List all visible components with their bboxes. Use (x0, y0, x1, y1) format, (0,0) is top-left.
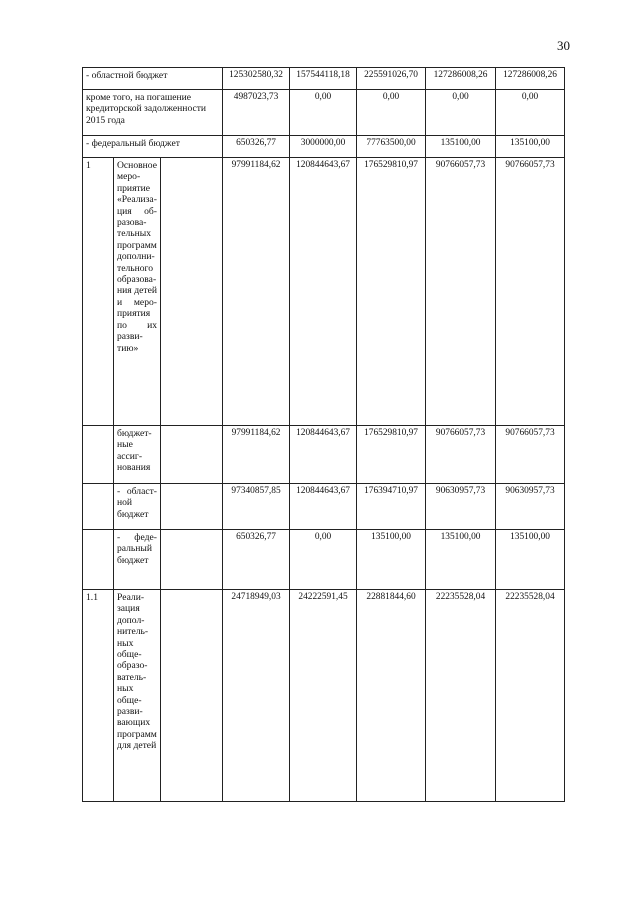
cell-value: 0,00 (496, 90, 565, 136)
cell-value: 90630957,73 (426, 484, 496, 530)
row-label: Реализация дополнительных общеобразовательных общеразвивающих программ для детей (114, 590, 161, 802)
cell-value: 77763500,00 (357, 136, 426, 158)
table-row (83, 136, 565, 158)
cell-value: 22235528,04 (426, 590, 496, 802)
cell-value: 650326,77 (223, 136, 290, 158)
empty-cell (83, 530, 114, 590)
cell-value: 157544118,18 (290, 68, 357, 90)
cell-value: 24222591,45 (290, 590, 357, 802)
cell-value: 90766057,73 (426, 158, 496, 426)
cell-value: 0,00 (357, 90, 426, 136)
cell-value: 22235528,04 (496, 590, 565, 802)
cell-value: 97991184,62 (223, 158, 290, 426)
cell-value: 176529810,97 (357, 158, 426, 426)
cell-value: 225591026,70 (357, 68, 426, 90)
empty-cell (83, 426, 114, 484)
cell-value: 90766057,73 (496, 426, 565, 484)
page-number: 30 (557, 38, 570, 53)
cell-value: 97991184,62 (223, 426, 290, 484)
cell-value: 125302580,32 (223, 68, 290, 90)
cell-value: 90766057,73 (496, 158, 565, 426)
cell-value: 127286008,26 (426, 68, 496, 90)
row-label: Основное мероприятие «Реализация образовательных программ дополнительного образования детей и мероприятия по их развитию» (114, 158, 161, 426)
table-row (83, 158, 565, 426)
row-label: бюджетные ассигнования (114, 426, 161, 484)
row-number: 1 (83, 158, 114, 426)
cell-value: 120844643,67 (290, 484, 357, 530)
cell-value: 0,00 (290, 530, 357, 590)
cell-value: 24718949,03 (223, 590, 290, 802)
empty-cell (161, 426, 223, 484)
row-label: - областной бюджет (83, 68, 223, 90)
cell-value: 176394710,97 (357, 484, 426, 530)
table-row (83, 90, 565, 136)
cell-value: 22881844,60 (357, 590, 426, 802)
empty-cell (161, 530, 223, 590)
table-row (83, 590, 565, 802)
cell-value: 90766057,73 (426, 426, 496, 484)
table-row (83, 530, 565, 590)
cell-value: 135100,00 (496, 530, 565, 590)
empty-cell (161, 158, 223, 426)
row-label: - федеральный бюджет (83, 136, 223, 158)
budget-table (82, 67, 565, 802)
cell-value: 127286008,26 (496, 68, 565, 90)
row-label: - областной бюджет (114, 484, 161, 530)
table-row (83, 484, 565, 530)
cell-value: 0,00 (290, 90, 357, 136)
empty-cell (161, 590, 223, 802)
cell-value: 176529810,97 (357, 426, 426, 484)
cell-value: 135100,00 (496, 136, 565, 158)
table-row (83, 68, 565, 90)
row-number: 1.1 (83, 590, 114, 802)
cell-value: 135100,00 (426, 136, 496, 158)
cell-value: 0,00 (426, 90, 496, 136)
row-label: кроме того, на погашение кредиторской задолженности 2015 года (83, 90, 223, 136)
cell-value: 3000000,00 (290, 136, 357, 158)
empty-cell (161, 484, 223, 530)
table-row (83, 426, 565, 484)
cell-value: 120844643,67 (290, 158, 357, 426)
row-label: - федеральный бюджет (114, 530, 161, 590)
cell-value: 120844643,67 (290, 426, 357, 484)
cell-value: 4987023,73 (223, 90, 290, 136)
cell-value: 135100,00 (426, 530, 496, 590)
cell-value: 135100,00 (357, 530, 426, 590)
empty-cell (83, 484, 114, 530)
cell-value: 97340857,85 (223, 484, 290, 530)
cell-value: 650326,77 (223, 530, 290, 590)
cell-value: 90630957,73 (496, 484, 565, 530)
